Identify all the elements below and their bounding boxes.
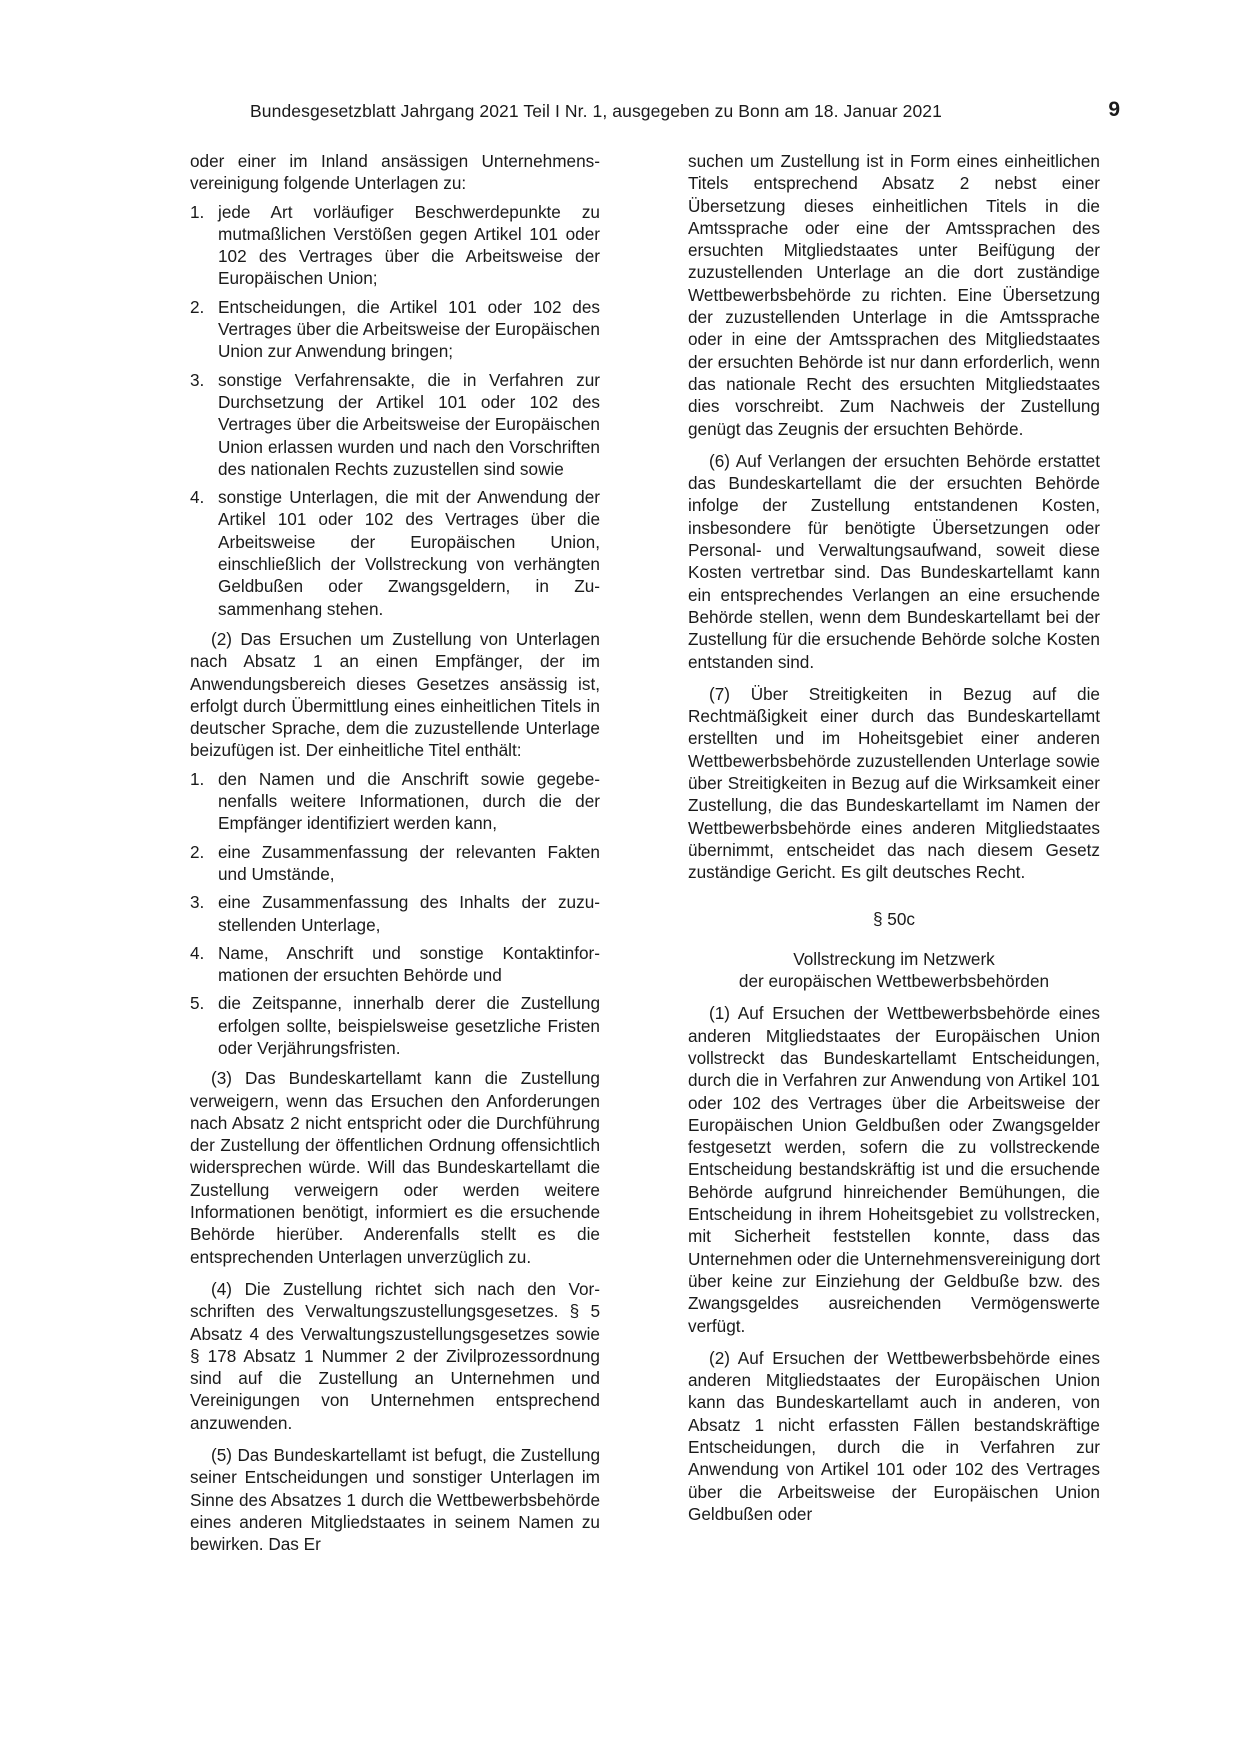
list-item [190, 768, 600, 835]
list-item-text: die Zeitspanne, innerhalb derer die Zustellung erfolgen sollte, beispielsweise gesetzliche Fristen oder Verjährungsfristen. [218, 993, 600, 1058]
section-title [688, 948, 1100, 993]
paragraph-5: (5) Das Bundeskartellamt ist befugt, die Zustellung seiner Entscheidungen und sonstiger Unterlagen im Sinne des Absatzes 1 durch die Wettbewerbsbehörde eines anderen Mitgliedstaates in seinem Namen zu bewirken. Das Er [190, 1445, 600, 1555]
list-item-number: 2. [190, 841, 205, 862]
list-item-text: eine Zusammenfassung der relevanten Fakten und Umstände, [218, 841, 600, 884]
list-item [190, 201, 600, 290]
paragraph-7: (7) Über Streitigkeiten in Bezug auf die Rechtmäßigkeit einer durch das Bundeskartellamt erstellten und im Hoheitsgebiet einer anderen Wettbewerbsbehörde zuzustellenden Unterlage sowie über Streitigkeiten in Bezug auf die Wirksamkeit einer Zustellung, die das Bundeskartellamt im Namen der Wettbewerbsbehörde eines anderen Mitgliedstaates übernimmt, entscheidet das nach diesem Gesetz zuständige Gericht. Es gilt deutsches Recht. [688, 683, 1100, 883]
list-item-number: 4. [190, 487, 205, 508]
intro-paragraph: oder einer im Inland ansässigen Unternehmensvereinigung folgende Unterlagen zu: [190, 151, 600, 194]
paragraph-4: (4) Die Zustellung richtet sich nach den Vorschriften des Verwaltungszustellungsgesetzes. § 5 Absatz 4 des Verwaltungszustellungsgesetzes sowie § 178 Absatz 1 Nummer 2 der Zivilprozessordnung sind auf die Zustellung an Unternehmen und Vereinigungen von Unternehmen entsprechend anzuwenden. [190, 1278, 600, 1433]
list-item [190, 486, 600, 620]
paragraph-6: (6) Auf Verlangen der ersuchten Behörde erstattet das Bundeskartellamt die der ersuchten Behörde infolge der Zustellung entstandenen Kosten, insbesondere für benötigte Übersetzungen oder Personal- und Verwaltungsaufwand, soweit diese Kosten vertretbar sind. Das Bundeskartellamt kann ein entsprechendes Verlangen an eine ersuchende Behörde stellen, wenn dem Bundeskartellamt bei der Zustellung für die ersuchende Behörde solche Kosten entstanden sind. [688, 450, 1100, 672]
list-item-number: 3. [190, 369, 205, 390]
section-title-line-2: der europäischen Wettbewerbsbehörden [738, 971, 1050, 992]
list-item-text: Name, Anschrift und sonstige Kontaktinformationen der ersuchten Behörde und [218, 942, 600, 986]
list-item-number: 1. [190, 201, 205, 222]
list-item [190, 296, 600, 363]
list-item-number: 2. [190, 296, 205, 317]
list-item [190, 891, 600, 936]
list-item-text: jede Art vorläufiger Beschwerdepunkte zu mutmaßlichen Verstößen gegen Artikel 101 oder 102 des Vertrages über die Arbeitsweise der Europäischen Union; [218, 201, 600, 289]
document-list-1 [190, 201, 600, 620]
list-item-number: 3. [190, 892, 205, 913]
list-item-number: 1. [190, 768, 205, 789]
running-header: Bundesgesetzblatt Jahrgang 2021 Teil I Nr. 1, ausgegeben zu Bonn am 18. Januar 2021 [250, 101, 942, 121]
list-item-text: Entscheidungen, die Artikel 101 oder 102 des Vertrages über die Arbeitsweise der Europäischen Union zur Anwendung bringen; [218, 296, 600, 362]
section-number: § 50c [872, 908, 916, 929]
section-paragraph-2: (2) Auf Ersuchen der Wettbewerbsbehörde eines anderen Mitgliedstaates der Europäischen Union kann das Bundeskartellamt auch in anderen, von Absatz 1 nicht erfassten Fällen bestandskräftige Entscheidungen, durch die in Verfahren zur Anwendung von Artikel 101 oder 102 des Vertrages über die Arbeitsweise der Europäischen Union Geldbußen oder [688, 1347, 1100, 1524]
paragraph-3: (3) Das Bundeskartellamt kann die Zustellung verweigern, wenn das Ersuchen den Anforderungen nach Absatz 2 nicht entspricht oder die Durchführung der Zustellung der öffentlichen Ordnung offensichtlich widersprechen würde. Will das Bundeskartellamt die Zustellung verweigern oder werden weitere Informationen benötigt, informiert es die ersuchende Behörde hierüber. Anderenfalls stellt es die entsprechenden Unterlagen unverzüglich zu. [190, 1068, 600, 1267]
list-item-text: eine Zusammenfassung des Inhalts der zuzustellenden Unterlage, [218, 892, 600, 935]
left-column [190, 150, 600, 1556]
right-column [688, 150, 1100, 1525]
paragraph-5-continued: suchen um Zustellung ist in Form eines einheitlichen Titels entsprechend Absatz 2 nebst einer Übersetzung dieses einheitlichen Titels in die Amtssprache oder eine der Amtssprachen des ersuchten Mitgliedstaates unter Beifügung der zuzustellenden Unterlage an die dort zuständige Wettbewerbsbehörde zu richten. Eine Übersetzung der zuzustellenden Unterlage in die Amtssprache oder in eine der Amtssprachen des Mitgliedstaates der ersuchten Behörde ist nur dann erforderlich, wenn das nationale Recht des ersuchten Mitgliedstaates dies vorschreibt. Zum Nachweis der Zustellung genügt das Zeugnis der ersuchten Behörde. [688, 151, 1100, 439]
section-title-line-1: Vollstreckung im Netzwerk [793, 948, 995, 969]
document-list-2 [190, 768, 600, 1060]
list-item [190, 841, 600, 886]
list-item-number: 5. [190, 993, 205, 1014]
page-number: 9 [1108, 98, 1120, 121]
section-paragraph-1: (1) Auf Ersuchen der Wettbewerbsbehörde eines anderen Mitgliedstaates der Europäischen Union vollstreckt das Bundeskartellamt Entscheidungen, durch die in Verfahren zur Anwendung von Artikel 101 oder 102 des Vertrages über die Arbeitsweise der Europäischen Union Geldbußen oder Zwangsgelder festgesetzt werden, sofern die zu vollstreckende Entscheidung bestandskräftig ist und die ersuchende Behörde aufgrund hinreichender Bemühungen, die Entscheidung in ihrem Hoheitsgebiet zu vollstrecken, mit Sicherheit feststellen konnte, dass das Unternehmen oder die Unternehmensvereinigung dort über keine zur Einziehung der Geldbuße bzw. des Zwangsgeldes ausreichenden Vermögenswerte verfügt. [688, 1003, 1100, 1336]
list-item [190, 942, 600, 987]
list-item [190, 992, 600, 1059]
list-item-text: den Namen und die Anschrift sowie gegebenenfalls weitere Informationen, durch die der Empfänger identifiziert werden kann, [218, 768, 600, 834]
list-item-text: sonstige Verfahrensakte, die in Verfahren zur Durchsetzung der Artikel 101 oder 102 des Vertrages über die Arbeitsweise der Europäischen Union erlassen wurden und nach den Vorschriften des nationalen Rechts zuzustellen sind sowie [218, 369, 600, 479]
list-item-text: sonstige Unterlagen, die mit der Anwendung der Artikel 101 oder 102 des Vertrages über die Arbeitsweise der Europäischen Union, einschließlich der Vollstreckung von verhängten Geldbußen oder Zwangsgeldern, in Zusammenhang stehen. [218, 487, 600, 619]
list-item [190, 369, 600, 480]
paragraph-2: (2) Das Ersuchen um Zustellung von Unterlagen nach Absatz 1 an einen Empfänger, der im Anwendungsbereich dieses Gesetzes ansässig ist, erfolgt durch Übermittlung eines einheitlichen Titels in deutscher Sprache, dem die zuzustellende Unterlage beizufügen ist. Der einheitliche Titel enthält: [190, 628, 600, 761]
list-item-number: 4. [190, 942, 205, 963]
